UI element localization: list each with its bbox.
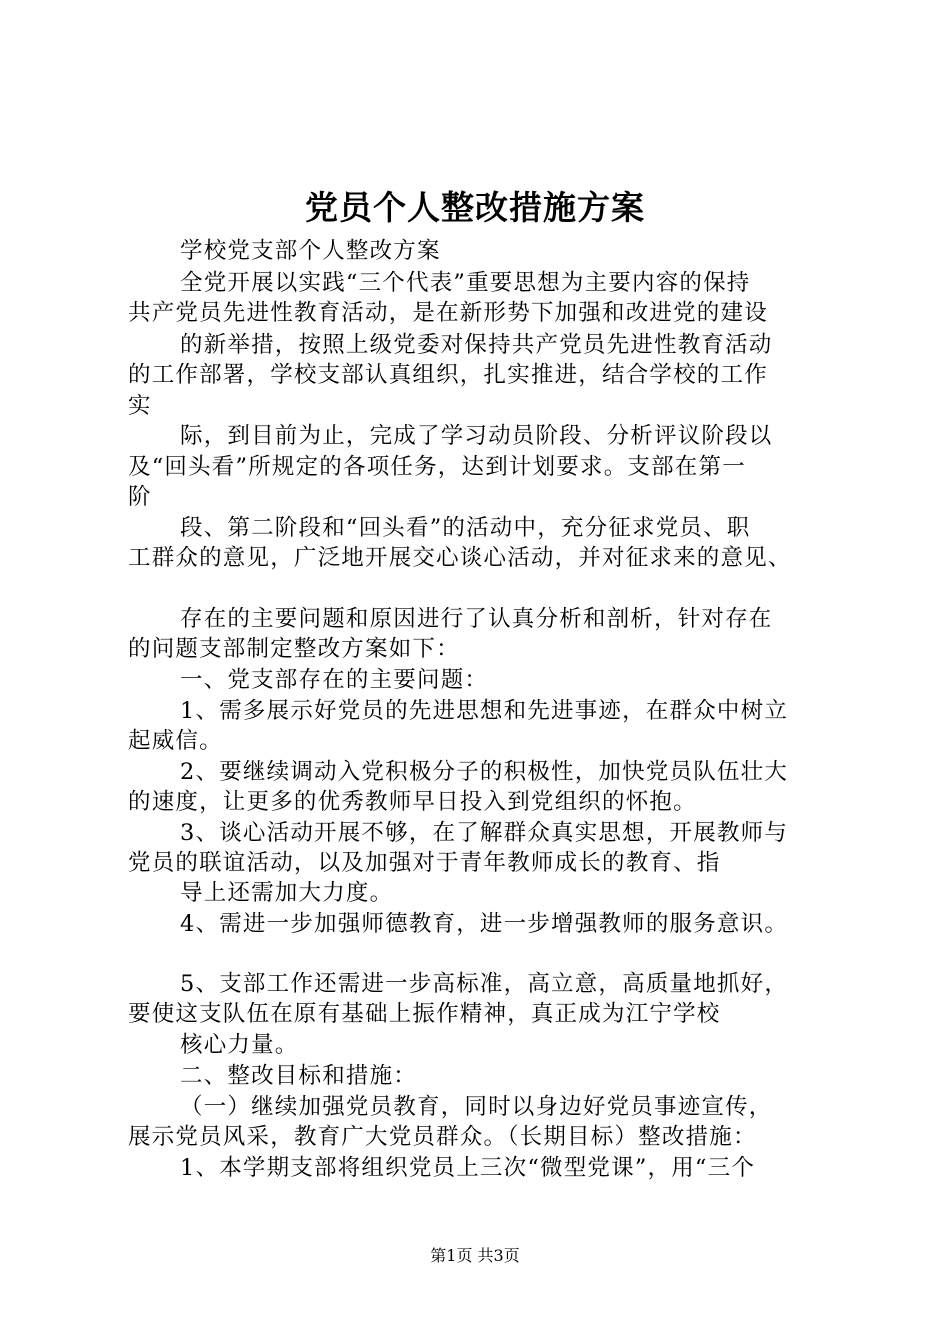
section-heading: 二、整改目标和措施： <box>180 1063 418 1089</box>
text-line: 工群众的意见，广泛地开展交心谈心活动，并对征求来的意见、 <box>128 545 792 571</box>
text-line: 的新举措，按照上级党委对保持共产党员先进性教育活动 <box>180 332 773 358</box>
text-line: 段、第二阶段和“回头看”的活动中，充分征求党员、职 <box>180 515 751 541</box>
document-title: 党员个人整改措施方案 <box>305 188 645 227</box>
text-line: 及“回头看”所规定的各项任务，达到计划要求。支部在第一 <box>128 454 746 480</box>
text-line: 阶 <box>128 484 152 510</box>
text-line: 存在的主要问题和原因进行了认真分析和剖析，针对存在 <box>180 606 773 632</box>
text-line: 要使这支队伍在原有基础上振作精神，真正成为江宁学校 <box>128 1001 721 1027</box>
text-line: 的问题支部制定整改方案如下： <box>128 636 460 662</box>
text-line: 际，到目前为止，完成了学习动员阶段、分析评议阶段以 <box>180 423 773 449</box>
page-footer: 第1页 共3页 <box>430 1246 520 1265</box>
text-line: 导上还需加大力度。 <box>180 880 394 906</box>
text-line: 1、需多展示好党员的先进思想和先进事迹，在群众中树立 <box>180 698 789 724</box>
text-line: 3、谈心活动开展不够，在了解群众真实思想，开展教师与 <box>180 820 789 846</box>
text-line: 的速度，让更多的优秀教师早日投入到党组织的怀抱。 <box>128 789 697 815</box>
text-line: 5、支部工作还需进一步高标准，高立意，高质量地抓好， <box>180 971 789 997</box>
text-line: 的工作部署，学校支部认真组织，扎实推进，结合学校的工作 <box>128 362 768 388</box>
text-line: 实 <box>128 393 152 419</box>
text-line: 全党开展以实践“三个代表”重要思想为主要内容的保持 <box>180 270 751 296</box>
section-heading: 一、党支部存在的主要问题： <box>180 667 489 693</box>
text-line: （一）继续加强党员教育，同时以身边好党员事迹宣传， <box>180 1094 773 1120</box>
text-line: 党员的联谊活动，以及加强对于青年教师成长的教育、指 <box>128 850 721 876</box>
text-line: 共产党员先进性教育活动，是在新形势下加强和改进党的建设 <box>128 300 768 326</box>
text-line: 1、本学期支部将组织党员上三次“微型党课”，用“三个 <box>180 1155 756 1181</box>
text-line: 学校党支部个人整改方案 <box>180 238 441 264</box>
text-line: 4、需进一步加强师德教育，进一步增强教师的服务意识。 <box>180 911 789 937</box>
text-line: 核心力量。 <box>180 1032 299 1058</box>
text-line: 展示党员风采，教育广大党员群众。（长期目标）整改措施： <box>128 1124 757 1150</box>
text-line: 2、要继续调动入党积极分子的积极性，加快党员队伍壮大 <box>180 759 789 785</box>
text-line: 起威信。 <box>128 728 223 754</box>
